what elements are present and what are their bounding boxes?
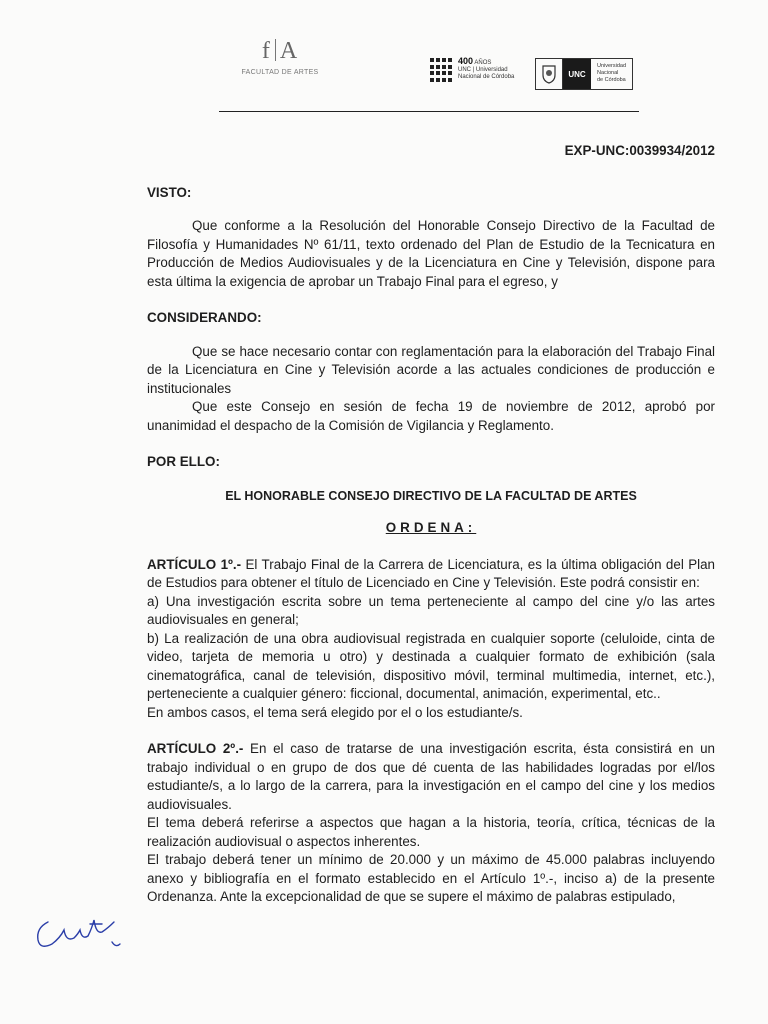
article-2-paragraph-b: El tema deberá referirse a aspectos que hagan a la historia, teoría, crítica, técnicas de la realización audiovisual o aspectos inherentes. [147, 815, 715, 849]
visto-paragraph: Que conforme a la Resolución del Honorable Consejo Directivo de la Facultad de Filosofía y Humanidades Nº 61/11, texto ordenado del Plan de Estudio de la Tecnicatura en Producción de Medios Audiovisuales y de la Licenciatura en Cine y Televisión, dispone para esta última la exigencia de aprobar un Trabajo Final para el egreso, y [147, 218, 715, 289]
dots-icon [430, 58, 452, 82]
fa-logo-text: FACULTAD DE ARTES [241, 69, 319, 76]
council-title: EL HONORABLE CONSEJO DIRECTIVO DE LA FACULTAD DE ARTES [225, 488, 637, 503]
considerando-paragraph-1: Que se hace necesario contar con reglamentación para la elaboración del Trabajo Final de la Licenciatura en Cine y Televisión acorde a las actuales condiciones de producción e institucionales [147, 343, 715, 396]
unc-label: UNC [563, 59, 591, 89]
document-body [147, 142, 715, 907]
article-2 [147, 740, 715, 814]
article-1-label: ARTÍCULO 1º.- [147, 556, 242, 572]
article-2-text: En el caso de tratarse de una investigación escrita, ésta consistirá en un trabajo individual o en grupo de dos que dé cuenta de las habilidades logradas por el/los estudiante/s, a lo largo de la carrera, para la investigación en el campo del cine y los medios audiovisuales. [147, 741, 715, 812]
shield-icon [536, 59, 563, 89]
article-1-text: El Trabajo Final de la Carrera de Licenciatura, es la última obligación del Plan de Estudios para obtener el título de Licenciado en Cine y Televisión. Este podrá consistir en: [147, 556, 715, 590]
ordena-title: ORDENA: [385, 520, 477, 535]
facultad-artes-logo [225, 38, 335, 76]
anniversary-line2: UNC | Universidad [458, 67, 508, 73]
article-2-paragraph-c: El trabajo deberá tener un mínimo de 20.000 y un máximo de 45.000 palabras incluyendo anexo y bibliografía en el formato establecido en el Artículo 1º.-, inciso a) de la presente Ordenanza. Ante la excepcionalidad de que se supere el máximo de palabras estipulado, [147, 852, 715, 904]
por-ello-heading: POR ELLO: [147, 454, 220, 469]
anniversary-word: AÑOS [474, 60, 492, 66]
anniversary-number: 400 [458, 56, 474, 66]
article-1 [147, 556, 715, 593]
unc-400-years-logo [430, 58, 514, 86]
article-1-closing: En ambos casos, el tema será elegido por el o los estudiante/s. [147, 704, 523, 720]
article-1-item-a: a) Una investigación escrita sobre un tema perteneciente al campo del cine y/o las artes audiovisuales en general; [147, 593, 715, 627]
handwritten-signature [30, 900, 130, 960]
anniversary-line3: Nacional de Córdoba [458, 74, 515, 80]
article-1-item-b: b) La realización de una obra audiovisual registrada en cualquier soporte (celuloide, cinta de video, tarjeta de memoria u otro) y destinada a cualquier formato de exhibición (sala cinematográfica, canal de televisión, dispositivo móvil, terminal multimedia, internet, etc.), perteneciente a cualquier género: ficcional, documental, animación, experimental, etc.. [147, 630, 715, 701]
unc-logo [535, 58, 633, 90]
fa-logo-mark: f A [261, 38, 299, 64]
header-divider [219, 111, 639, 112]
anniversary-text [458, 58, 514, 81]
considerando-paragraph-2: Que este Consejo en sesión de fecha 19 de noviembre de 2012, aprobó por unanimidad el despacho de la Comisión de Vigilancia y Reglamento. [147, 399, 715, 433]
letterhead [0, 34, 768, 114]
considerando-heading: CONSIDERANDO: [147, 310, 262, 325]
visto-heading: VISTO: [147, 184, 192, 200]
unc-name: Universidad Nacional de Córdoba [597, 63, 627, 83]
article-2-label: ARTÍCULO 2º.- [147, 741, 244, 756]
expediente-number: EXP-UNC:0039934/2012 [564, 143, 715, 158]
